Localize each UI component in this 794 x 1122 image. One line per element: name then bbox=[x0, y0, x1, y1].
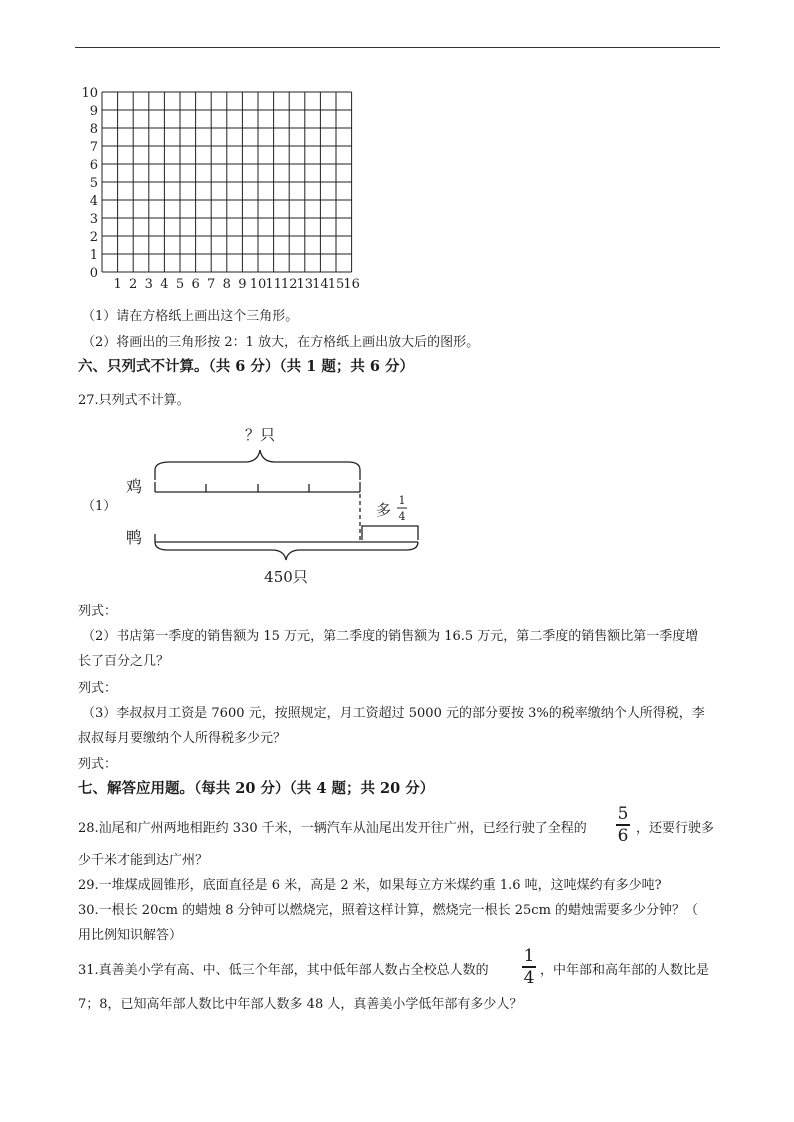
x-tick-label: 16 bbox=[343, 277, 360, 292]
y-tick-label: 7 bbox=[89, 140, 98, 155]
formula-label-1: 列式： bbox=[78, 604, 118, 619]
more-numerator: 1 bbox=[398, 494, 406, 507]
y-tick-label: 6 bbox=[89, 158, 98, 173]
question-31-part-a: 31.真善美小学有高、中、低三个年部，其中低年部人数占全校总人数的 bbox=[78, 963, 489, 978]
question-31-part-c: 7；8，已知高年部人数比中年部人数多 48 人，真善美小学低年部有多少人？ bbox=[78, 997, 523, 1012]
duck-label: 鸭 bbox=[126, 528, 143, 547]
fraction-denominator: 6 bbox=[617, 825, 629, 846]
grid-lines bbox=[102, 92, 352, 272]
question-30-part-a: 30.一根长 20cm 的蜡烛 8 分钟可以燃烧完，照着这样计算，燃烧完一根长 25cm 的蜡烛需要多少分钟？（ bbox=[78, 903, 699, 918]
fraction-denominator: 4 bbox=[523, 967, 535, 988]
x-tick-label: 7 bbox=[207, 277, 216, 292]
question-30-part-b: 用比例知识解答） bbox=[78, 928, 183, 943]
part-3-line-1: （3）李叔叔月工资是 7600 元，按照规定，月工资超过 5000 元的部分要按 3%的税率缴纳个人所得税，李 bbox=[82, 706, 705, 721]
question-28-part-b: ，还要行驶多 bbox=[636, 821, 715, 836]
section-6-header: 六、只列式不计算。（共 6 分）（共 1 题；共 6 分） bbox=[78, 358, 415, 375]
x-tick-label: 10 bbox=[249, 277, 267, 292]
question-1-text: （1）请在方格纸上画出这个三角形。 bbox=[82, 309, 299, 324]
x-tick-label: 8 bbox=[222, 277, 231, 292]
x-axis-ticks bbox=[113, 277, 359, 292]
part-3-line-2: 叔叔每月要缴纳个人所得税多少元？ bbox=[78, 731, 287, 746]
y-tick-label: 2 bbox=[89, 230, 98, 245]
question-2-text: （2）将画出的三角形按 2：1 放大，在方格纸上画出放大后的图形。 bbox=[82, 335, 480, 350]
x-tick-label: 12 bbox=[280, 277, 298, 292]
y-tick-label: 0 bbox=[89, 266, 98, 281]
y-tick-label: 1 bbox=[89, 248, 98, 263]
formula-label-2: 列式： bbox=[78, 681, 118, 696]
x-tick-label: 14 bbox=[312, 277, 329, 292]
y-tick-label: 3 bbox=[89, 212, 98, 227]
fraction-1-4 bbox=[522, 947, 536, 987]
header-rule bbox=[75, 47, 720, 48]
x-tick-label: 11 bbox=[265, 277, 282, 292]
x-tick-label: 13 bbox=[296, 277, 314, 292]
more-text: 多 bbox=[376, 501, 392, 519]
y-tick-label: 5 bbox=[89, 176, 98, 191]
y-tick-label: 4 bbox=[89, 194, 98, 209]
question-29-text: 29.一堆煤成圆锥形，底面直径是 6 米，高是 2 米，如果每立方米煤约重 1.6 吨，这吨煤约有多少吨? bbox=[78, 878, 662, 893]
y-tick-label: 8 bbox=[89, 122, 98, 137]
chicken-label: 鸡 bbox=[126, 477, 143, 496]
fraction-numerator: 5 bbox=[617, 804, 629, 824]
x-tick-label: 15 bbox=[327, 277, 345, 292]
fraction-5-6 bbox=[616, 805, 630, 845]
x-tick-label: 3 bbox=[144, 277, 153, 292]
bottom-brace bbox=[155, 542, 418, 560]
x-tick-label: 1 bbox=[113, 277, 122, 292]
question-31-part-b: ，中年部和高年部的人数比是 bbox=[540, 963, 710, 978]
question-27-text: 27.只列式不计算。 bbox=[78, 393, 190, 408]
extra-brace bbox=[362, 526, 418, 540]
more-denominator: 4 bbox=[398, 510, 406, 523]
y-tick-label: 9 bbox=[89, 104, 98, 119]
fraction-numerator: 1 bbox=[523, 946, 535, 966]
y-axis-ticks bbox=[81, 86, 98, 281]
top-brace bbox=[155, 450, 360, 480]
question-28-part-c: 少千米才能到达广州？ bbox=[78, 853, 209, 868]
y-tick-label: 10 bbox=[81, 86, 98, 101]
formula-label-3: 列式： bbox=[78, 757, 118, 772]
top-label: ？只 bbox=[244, 426, 276, 444]
question-28-part-a: 28.汕尾和广州两地相距约 330 千米，一辆汽车从汕尾出发开往广州，已经行驶了全程的 bbox=[78, 821, 587, 836]
x-tick-label: 5 bbox=[175, 277, 185, 292]
x-tick-label: 6 bbox=[191, 277, 200, 292]
part-2-line-2: 长了百分之几？ bbox=[78, 654, 170, 669]
x-tick-label: 9 bbox=[238, 277, 247, 292]
segment-diagram bbox=[120, 420, 430, 590]
x-tick-label: 2 bbox=[129, 277, 138, 292]
grid-paper bbox=[80, 82, 380, 292]
part-2-line-1: （2）书店第一季度的销售额为 15 万元，第二季度的销售额为 16.5 万元，第二季度的销售额比第一季度增 bbox=[82, 629, 699, 644]
x-tick-label: 4 bbox=[160, 277, 169, 292]
part-1-label: （1） bbox=[82, 499, 117, 514]
section-7-header: 七、解答应用题。（每共 20 分）（共 4 题；共 20 分） bbox=[78, 780, 435, 797]
bottom-label: 450只 bbox=[264, 568, 308, 586]
